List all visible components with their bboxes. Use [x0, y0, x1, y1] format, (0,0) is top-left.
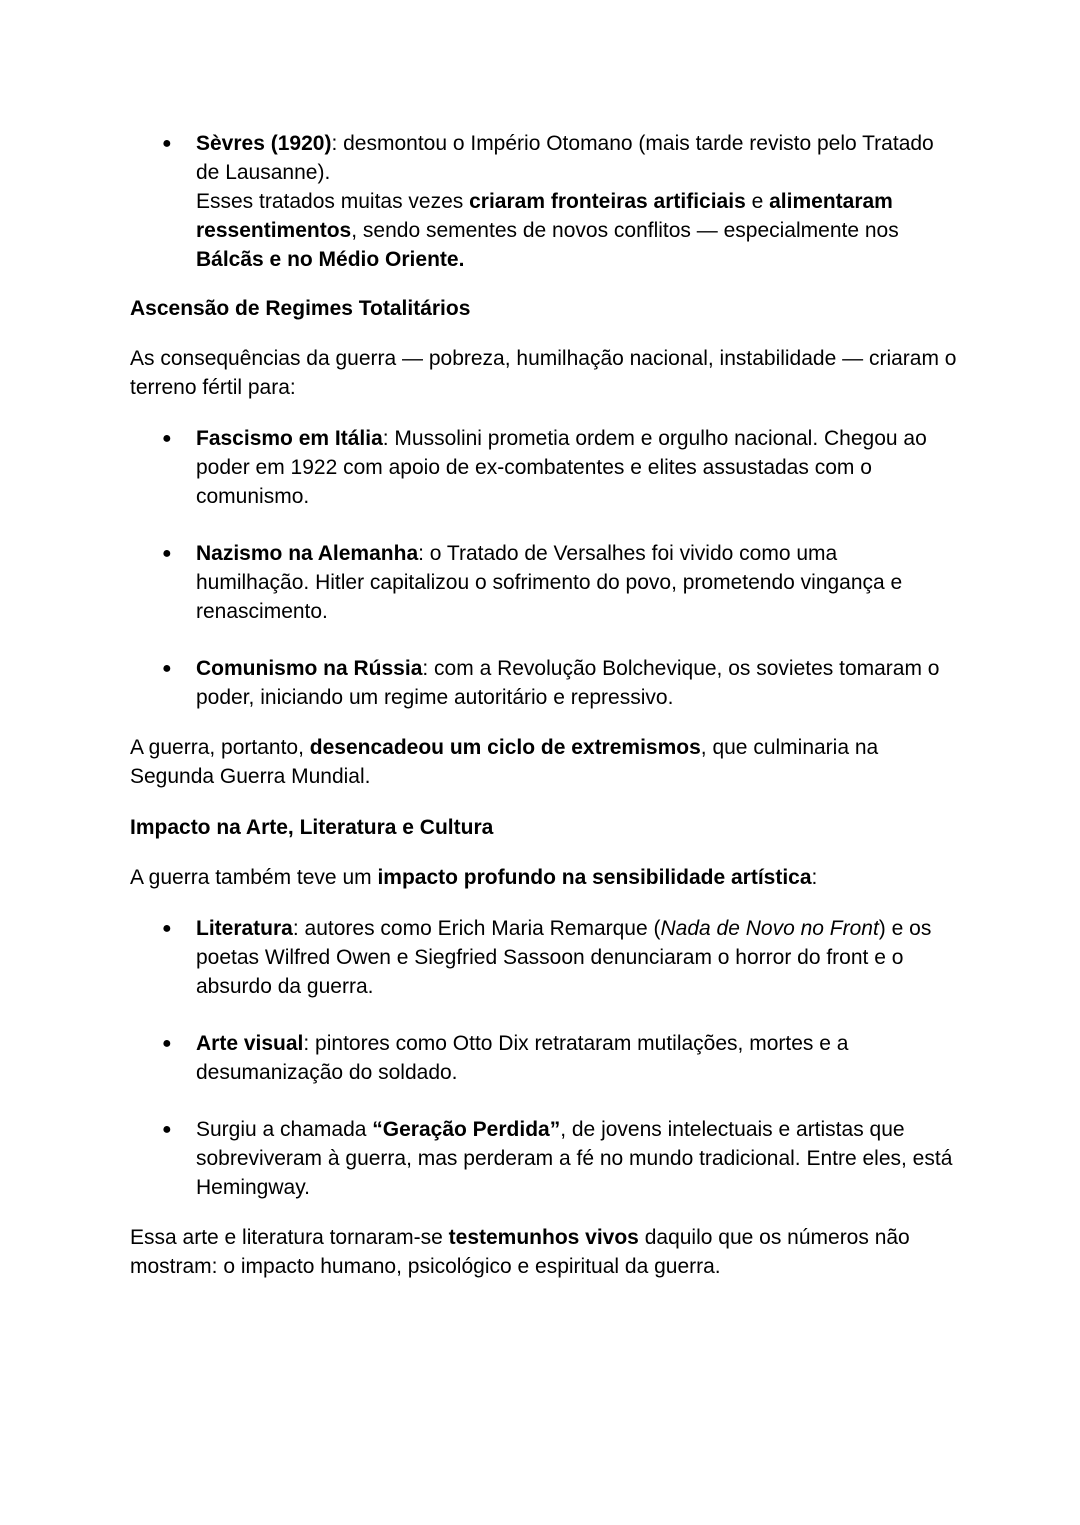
bullet-icon: ● — [162, 660, 172, 677]
bullet-icon: ● — [162, 430, 172, 447]
term-comunismo: Comunismo na Rússia — [196, 657, 423, 680]
bullet-icon: ● — [162, 135, 172, 152]
term-arte-visual: Arte visual — [196, 1032, 304, 1055]
section1-intro: As consequências da guerra — pobreza, humilhação nacional, instabilidade — criaram o terreno fértil para: — [130, 347, 957, 399]
section-heading-totalitarian: Ascensão de Regimes Totalitários — [130, 297, 471, 320]
bullet-icon: ● — [162, 1035, 172, 1052]
bullet-icon: ● — [162, 545, 172, 562]
document-page: ● Sèvres (1920): desmontou o Império Otomano (mais tarde revisto pelo Tratado de Lausanne). Esses tratados muitas vezes criaram fronteiras artificiais e alimentaram ressentimentos, sendo sementes de novos conflitos — especialmente nos Bálcãs e no Médio Oriente. Ascensão de Regimes Totalitários As consequências da guerra — pobreza, humilhação nacional, instabilidade — criaram o terreno fértil para: ● Fascismo em Itália: Mussolini prometia ordem e orgulho nacional. Chegou ao poder em 1922 com apoio de ex-combatentes e elites assustadas com o comunismo. ● Nazismo na Alemanha: o Tratado de Versalhes foi vivido como uma humilhação. Hitler capitalizou o sofrimento do povo, prometendo vingança e renascimento. ● Comunismo na Rússia: com a Revolução Bolchevique, os sovietes tomaram o poder, iniciando um regime autoritário e repressivo. A guerra, portanto, desencadeou um ciclo de extremismos, que culminaria na Segunda Guerra Mundial. Impacto na Arte, Literatura e Cultura A guerra também teve um impacto profundo na sensibilidade artística: ● Literatura: autores como Erich Maria Remarque (Nada de Novo no Front) e os poetas Wilfred Owen e Siegfried Sassoon denunciaram o horror do front e o absurdo da guerra. ● Arte visual: pintores como Otto Dix retrataram mutilações, mortes e a desumanização do soldado. ● Surgiu a chamada “Geração Perdida”, de jovens intelectuais e artistas que sobreviveram à guerra, mas perderam a fé no mundo tradicional. Entre eles, está Hemingway. Essa arte e literatura tornaram-se testemunhos vivos daquilo que os números não mostram: o impacto humano, psicológico e espiritual da guerra. — [0, 0, 1080, 1525]
term-nazismo: Nazismo na Alemanha — [196, 542, 419, 565]
bullet-icon: ● — [162, 1121, 172, 1138]
section-heading-culture: Impacto na Arte, Literatura e Cultura — [130, 816, 494, 839]
section1-conclusion: A guerra, portanto, desencadeou um ciclo de extremismos, que culminaria na Segunda Guerra Mundial. — [130, 736, 879, 788]
section2-intro: A guerra também teve um impacto profundo na sensibilidade artística: — [130, 866, 818, 889]
term-fascismo: Fascismo em Itália — [196, 427, 383, 450]
bullet-sevres-text: Sèvres (1920): desmontou o Império Otomano (mais tarde revisto pelo Tratado de Lausanne). Esses tratados muitas vezes criaram fronteiras artificiais e alimentaram ressentimentos, sendo sementes de novos conflitos — especialmente nos Bálcãs e no Médio Oriente. — [196, 132, 934, 271]
book-title: Nada de Novo no Front — [660, 917, 879, 940]
bullet-icon: ● — [162, 920, 172, 937]
term-sevres: Sèvres (1920) — [196, 132, 332, 155]
term-geracao-perdida: “Geração Perdida” — [372, 1118, 561, 1141]
section2-conclusion: Essa arte e literatura tornaram-se testemunhos vivos daquilo que os números não mostram: o impacto humano, psicológico e espiritual da guerra. — [130, 1226, 910, 1278]
term-literatura: Literatura — [196, 917, 293, 940]
